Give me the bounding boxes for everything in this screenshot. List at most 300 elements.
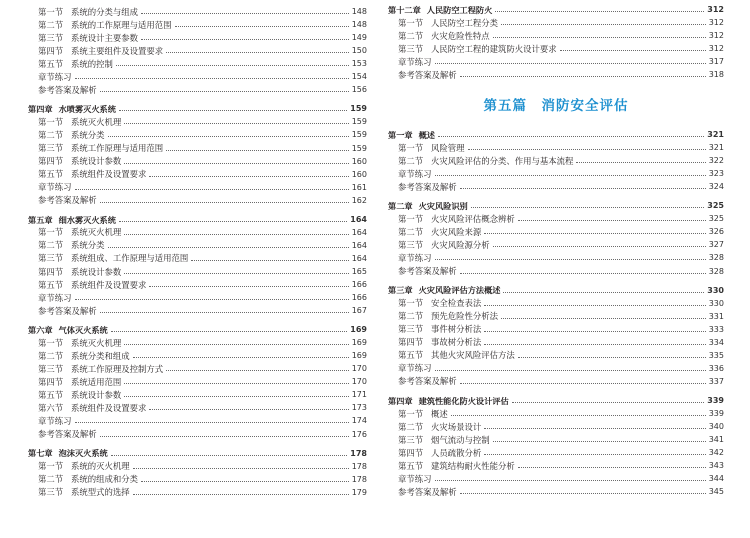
toc-section-entry[interactable]	[28, 42, 367, 55]
entry-title: 章节练习	[38, 416, 72, 427]
entry-number: 第二节	[38, 19, 64, 30]
dot-leader	[191, 260, 348, 261]
entry-number: 第七章	[28, 448, 53, 459]
toc-section-entry[interactable]	[28, 16, 367, 29]
page-number: 166	[351, 293, 367, 303]
dot-leader	[111, 455, 348, 456]
page-number: 167	[351, 306, 367, 316]
entry-number: 第二节	[38, 474, 64, 485]
toc-section-entry[interactable]	[388, 431, 724, 444]
toc-section-entry[interactable]	[388, 321, 724, 334]
page-number: 149	[351, 33, 367, 43]
toc-misc-entry[interactable]	[28, 179, 367, 192]
toc-section-entry[interactable]	[28, 166, 367, 179]
entry-number: 第五节	[38, 58, 64, 69]
dot-leader	[493, 441, 706, 442]
toc-section-entry[interactable]	[28, 224, 367, 237]
dot-leader	[124, 123, 348, 124]
toc-section-entry[interactable]	[388, 308, 724, 321]
dot-leader	[484, 305, 705, 306]
toc-chapter-entry[interactable]	[28, 321, 367, 334]
entry-title: 其他火灾风险评估方法	[431, 350, 515, 361]
page-number: 318	[708, 70, 724, 80]
page-number: 325	[708, 214, 724, 224]
dot-leader	[124, 344, 348, 345]
page-number: 324	[708, 182, 724, 192]
entry-title: 建筑结构耐火性能分析	[431, 460, 515, 471]
dot-leader	[435, 480, 706, 481]
page-number: 153	[351, 59, 367, 69]
entry-title: 章节练习	[38, 182, 72, 193]
dot-leader	[100, 91, 349, 92]
dot-leader	[501, 318, 706, 319]
page-number: 159	[351, 117, 367, 127]
entry-title: 细水雾灭火系统	[58, 214, 116, 225]
dot-leader	[435, 63, 706, 64]
page-number: 337	[708, 376, 724, 386]
page-number: 340	[708, 422, 724, 432]
entry-title: 水喷雾灭火系统	[58, 104, 116, 115]
toc-section-entry[interactable]	[28, 250, 367, 263]
toc-section-entry[interactable]	[388, 14, 724, 27]
entry-number: 第三章	[388, 285, 413, 296]
entry-title: 火灾风险评估概念辨析	[431, 213, 515, 224]
entry-number: 第二节	[38, 130, 64, 141]
page-number: 336	[708, 363, 724, 373]
entry-number: 第一章	[388, 129, 413, 140]
toc-misc-entry[interactable]	[28, 302, 367, 315]
toc-left-column	[28, 3, 367, 497]
entry-number: 第一节	[38, 6, 64, 17]
toc-section-entry[interactable]	[388, 334, 724, 347]
page-number: 148	[351, 20, 367, 30]
entry-number: 第三节	[38, 143, 64, 154]
dot-leader	[460, 188, 706, 189]
page-number: 312	[708, 44, 724, 54]
toc-section-entry[interactable]	[28, 334, 367, 347]
entry-title: 系统组件及设置要求	[71, 403, 147, 413]
entry-number: 第一节	[38, 461, 64, 472]
page-number: 312	[708, 18, 724, 28]
dot-leader	[100, 312, 349, 313]
entry-number: 第一节	[38, 227, 64, 238]
toc-section-entry[interactable]	[28, 347, 367, 360]
entry-number: 第四节	[38, 376, 64, 387]
dot-leader	[518, 220, 706, 221]
toc-section-entry[interactable]	[388, 418, 724, 431]
dot-leader	[133, 494, 349, 495]
entry-title: 系统工作原理与适用范围	[71, 143, 164, 154]
entry-number: 第六章	[28, 324, 53, 335]
entry-number: 第三节	[398, 240, 424, 251]
toc-section-entry[interactable]	[28, 153, 367, 166]
dot-leader	[166, 52, 349, 53]
toc-misc-entry[interactable]	[28, 412, 367, 425]
entry-title: 系统分类	[71, 240, 105, 251]
entry-number: 第三节	[38, 32, 64, 43]
page-number: 164	[351, 240, 367, 250]
entry-title: 事故树分析法	[431, 337, 482, 348]
dot-leader	[119, 110, 347, 111]
toc-misc-entry[interactable]	[388, 178, 724, 191]
page-number: 165	[351, 266, 367, 276]
dot-leader	[435, 370, 706, 371]
entry-title: 系统灭火机理	[71, 117, 122, 128]
dot-leader	[175, 26, 349, 27]
toc-chapter-entry[interactable]	[28, 211, 367, 224]
toc-section-entry[interactable]	[28, 29, 367, 42]
dot-leader	[149, 409, 348, 410]
page-number: 317	[708, 57, 724, 67]
toc-chapter-entry[interactable]	[28, 445, 367, 458]
entry-title: 火灾场景设计	[431, 421, 482, 432]
entry-title: 系统适用范围	[71, 376, 122, 387]
entry-title: 系统的分类与组成	[71, 6, 138, 17]
part-title: 第五篇 消防安全评估	[483, 98, 629, 114]
entry-number: 第五节	[398, 350, 424, 361]
entry-number: 第三节	[398, 324, 424, 335]
toc-chapter-entry[interactable]	[388, 1, 724, 14]
entry-number: 第十二章	[388, 4, 421, 15]
toc-chapter-entry[interactable]	[28, 100, 367, 113]
page-number: 326	[708, 227, 724, 237]
entry-title: 火灾风险源分析	[431, 240, 490, 251]
page-number: 169	[351, 338, 367, 348]
page-number: 341	[708, 435, 724, 445]
toc-misc-entry[interactable]	[28, 192, 367, 205]
page-number: 328	[708, 266, 724, 276]
page-number: 159	[350, 104, 367, 114]
dot-leader	[108, 136, 349, 137]
entry-number: 第四节	[38, 266, 64, 277]
toc-section-entry[interactable]	[28, 458, 367, 471]
entry-title: 系统设计参数	[71, 156, 122, 167]
toc-section-entry[interactable]	[28, 399, 367, 412]
page-number: 178	[350, 448, 367, 458]
entry-title: 预先危险性分析法	[431, 311, 498, 322]
dot-leader	[133, 357, 349, 358]
dot-leader	[124, 163, 348, 164]
entry-title: 气体灭火系统	[58, 324, 108, 335]
page-number: 325	[707, 201, 724, 211]
dot-leader	[493, 37, 706, 38]
toc-misc-entry[interactable]	[388, 165, 724, 178]
entry-title: 人民防空工程分类	[431, 17, 498, 28]
entry-title: 火灾风险评估的分类、作用与基本流程	[431, 155, 574, 166]
entry-number: 第一节	[398, 408, 424, 419]
page-number: 166	[351, 279, 367, 289]
entry-title: 参考答案及解析	[398, 69, 457, 80]
dot-leader	[75, 189, 349, 190]
entry-number: 第三节	[398, 434, 424, 445]
toc-section-entry[interactable]	[28, 386, 367, 399]
toc-misc-entry[interactable]	[388, 373, 724, 386]
toc-section-entry[interactable]	[28, 139, 367, 152]
dot-leader	[166, 150, 349, 151]
entry-number: 第四节	[38, 45, 64, 56]
toc-section-entry[interactable]	[28, 237, 367, 250]
toc-section-entry[interactable]	[28, 113, 367, 126]
entry-title: 参考答案及解析	[38, 429, 97, 440]
toc-section-entry[interactable]	[388, 347, 724, 360]
toc-section-entry[interactable]	[388, 152, 724, 165]
dot-leader	[484, 344, 705, 345]
page-number: 161	[351, 182, 367, 192]
dot-leader	[460, 273, 706, 274]
dot-leader	[495, 11, 704, 12]
dot-leader	[435, 175, 706, 176]
dot-leader	[484, 454, 705, 455]
toc-section-entry[interactable]	[28, 484, 367, 497]
entry-title: 事件树分析法	[431, 324, 482, 335]
entry-title: 参考答案及解析	[38, 305, 97, 316]
toc-misc-entry[interactable]	[28, 289, 367, 302]
dot-leader	[493, 246, 706, 247]
entry-number: 第四节	[398, 447, 424, 458]
page-number: 330	[708, 298, 724, 308]
dot-leader	[124, 273, 348, 274]
toc-section-entry[interactable]	[28, 276, 367, 289]
dot-leader	[149, 176, 348, 177]
dot-leader	[166, 370, 349, 371]
dot-leader	[75, 299, 349, 300]
toc-section-entry[interactable]	[28, 55, 367, 68]
page-number: 312	[708, 31, 724, 41]
page-number: 330	[707, 285, 724, 295]
entry-number: 第五节	[38, 279, 64, 290]
entry-title: 人民防空工程的建筑防火设计要求	[431, 43, 557, 54]
dot-leader	[576, 162, 705, 163]
dot-leader	[501, 24, 706, 25]
dot-leader	[484, 331, 705, 332]
toc-section-entry[interactable]	[388, 295, 724, 308]
page-number: 170	[351, 377, 367, 387]
toc-misc-entry[interactable]	[388, 53, 724, 66]
page-number: 162	[351, 195, 367, 205]
toc-section-entry[interactable]	[388, 444, 724, 457]
page-number: 328	[708, 253, 724, 263]
toc-section-entry[interactable]	[388, 27, 724, 40]
dot-leader	[100, 436, 349, 437]
dot-leader	[435, 259, 706, 260]
entry-title: 建筑性能化防火设计评估	[418, 395, 509, 406]
entry-title: 章节练习	[38, 71, 72, 82]
entry-title: 系统的灭火机理	[71, 461, 130, 472]
dot-leader	[484, 428, 705, 429]
entry-number: 第三节	[38, 363, 64, 374]
dot-leader	[460, 493, 706, 494]
dot-leader	[124, 234, 348, 235]
toc-chapter-entry[interactable]	[388, 197, 724, 210]
entry-title: 概述	[431, 408, 448, 419]
entry-title: 系统灭火机理	[71, 337, 122, 348]
page-number: 164	[351, 227, 367, 237]
page-number: 170	[351, 364, 367, 374]
toc-misc-entry[interactable]	[388, 249, 724, 262]
entry-title: 章节练习	[38, 292, 72, 303]
page-number: 339	[708, 408, 724, 418]
toc-section-entry[interactable]	[28, 126, 367, 139]
entry-title: 系统分类	[71, 130, 105, 141]
entry-title: 系统的工作原理与适用范围	[71, 19, 172, 30]
page-number: 169	[351, 351, 367, 361]
entry-number: 第一节	[38, 117, 64, 128]
toc-section-entry[interactable]	[28, 360, 367, 373]
page-number: 173	[351, 403, 367, 413]
dot-leader	[141, 39, 349, 40]
entry-title: 系统主要组件及设置要求	[71, 45, 164, 56]
dot-leader	[100, 202, 349, 203]
entry-title: 风险管理	[431, 142, 465, 153]
dot-leader	[111, 331, 348, 332]
toc-section-entry[interactable]	[388, 236, 724, 249]
entry-number: 第三节	[398, 43, 424, 54]
toc-section-entry[interactable]	[28, 3, 367, 16]
toc-misc-entry[interactable]	[28, 81, 367, 94]
page-number: 344	[708, 474, 724, 484]
page-number: 323	[708, 169, 724, 179]
page-number: 321	[707, 130, 724, 140]
dot-leader	[124, 383, 348, 384]
dot-leader	[503, 292, 704, 293]
entry-title: 系统组成、工作原理与适用范围	[71, 253, 189, 264]
entry-number: 第二节	[398, 155, 424, 166]
entry-title: 参考答案及解析	[38, 84, 97, 95]
entry-number: 第六节	[38, 403, 64, 413]
toc-chapter-entry[interactable]	[388, 392, 724, 405]
entry-number: 第四章	[28, 104, 53, 115]
dot-leader	[468, 149, 706, 150]
entry-number: 第四节	[398, 337, 424, 348]
entry-title: 系统设计参数	[71, 266, 122, 277]
page-number: 339	[707, 395, 724, 405]
entry-title: 章节练习	[398, 473, 432, 484]
entry-number: 第二节	[38, 350, 64, 361]
entry-title: 火灾危险性特点	[431, 30, 490, 41]
page-number: 333	[708, 324, 724, 334]
toc-section-entry[interactable]	[388, 40, 724, 53]
dot-leader	[119, 221, 347, 222]
page-number: 154	[351, 72, 367, 82]
toc-right-top	[388, 1, 724, 79]
entry-number: 第四章	[388, 395, 413, 406]
toc-section-entry[interactable]	[388, 457, 724, 470]
toc-misc-entry[interactable]	[388, 483, 724, 496]
entry-number: 第一节	[398, 17, 424, 28]
toc-misc-entry[interactable]	[28, 68, 367, 81]
page-number: 312	[707, 5, 724, 15]
page-number: 176	[351, 429, 367, 439]
page-number: 174	[351, 416, 367, 426]
dot-leader	[560, 50, 706, 51]
entry-number: 第五章	[28, 214, 53, 225]
entry-number: 第二节	[398, 226, 424, 237]
toc-section-entry[interactable]	[388, 405, 724, 418]
page-number: 178	[351, 474, 367, 484]
entry-number: 第一节	[398, 213, 424, 224]
page-number: 335	[708, 350, 724, 360]
entry-title: 人员疏散分析	[431, 447, 482, 458]
page-number: 327	[708, 240, 724, 250]
entry-number: 第一节	[38, 337, 64, 348]
entry-title: 火灾风险识别	[418, 201, 468, 212]
dot-leader	[460, 76, 706, 77]
entry-title: 章节练习	[398, 253, 432, 264]
page-number: 342	[708, 448, 724, 458]
entry-title: 火灾风险来源	[431, 226, 482, 237]
page-number: 159	[351, 143, 367, 153]
dot-leader	[149, 286, 348, 287]
dot-leader	[512, 402, 705, 403]
page-number: 164	[351, 253, 367, 263]
entry-title: 火灾风险评估方法概述	[418, 285, 501, 296]
entry-title: 章节练习	[398, 363, 432, 374]
toc-section-entry[interactable]	[388, 139, 724, 152]
toc-misc-entry[interactable]	[388, 470, 724, 483]
entry-title: 章节练习	[398, 168, 432, 179]
entry-title: 系统分类和组成	[71, 350, 130, 361]
entry-title: 参考答案及解析	[398, 181, 457, 192]
entry-title: 系统设计主要参数	[71, 32, 138, 43]
dot-leader	[141, 13, 349, 14]
page-number: 156	[351, 85, 367, 95]
entry-number: 第二节	[38, 240, 64, 251]
entry-title: 系统组件及设置要求	[71, 169, 147, 180]
toc-misc-entry[interactable]	[388, 360, 724, 373]
dot-leader	[484, 233, 705, 234]
entry-number: 第五节	[38, 169, 64, 180]
entry-title: 参考答案及解析	[38, 195, 97, 206]
entry-title: 系统灭火机理	[71, 227, 122, 238]
toc-section-entry[interactable]	[28, 471, 367, 484]
page-number: 334	[708, 337, 724, 347]
dot-leader	[471, 207, 705, 208]
entry-title: 参考答案及解析	[398, 486, 457, 497]
entry-title: 系统的组成和分类	[71, 474, 138, 485]
dot-leader	[75, 78, 349, 79]
toc-section-entry[interactable]	[388, 210, 724, 223]
page-number: 160	[351, 169, 367, 179]
page-number: 178	[351, 461, 367, 471]
entry-title: 系统工作原理及控制方式	[71, 363, 164, 374]
page-number: 171	[351, 390, 367, 400]
toc-section-entry[interactable]	[28, 263, 367, 276]
dot-leader	[451, 415, 706, 416]
toc-misc-entry[interactable]	[28, 425, 367, 438]
dot-leader	[438, 136, 704, 137]
entry-title: 参考答案及解析	[398, 376, 457, 387]
page-number: 164	[350, 214, 367, 224]
toc-misc-entry[interactable]	[388, 66, 724, 79]
toc-chapter-entry[interactable]	[388, 282, 724, 295]
toc-misc-entry[interactable]	[388, 262, 724, 275]
entry-title: 泡沫灭火系统	[58, 448, 108, 459]
page-number: 148	[351, 7, 367, 17]
toc-chapter-entry[interactable]	[388, 126, 724, 139]
toc-section-entry[interactable]	[388, 223, 724, 236]
entry-number: 第二节	[398, 421, 424, 432]
dot-leader	[124, 396, 348, 397]
entry-title: 系统型式的选择	[71, 487, 130, 498]
entry-title: 系统组件及设置要求	[71, 279, 147, 290]
entry-title: 安全检查表法	[431, 298, 482, 309]
entry-number: 第一节	[398, 298, 424, 309]
entry-number: 第五节	[398, 460, 424, 471]
page-number: 160	[351, 156, 367, 166]
toc-section-entry[interactable]	[28, 373, 367, 386]
entry-number: 第三节	[38, 487, 64, 498]
entry-number: 第二节	[398, 311, 424, 322]
